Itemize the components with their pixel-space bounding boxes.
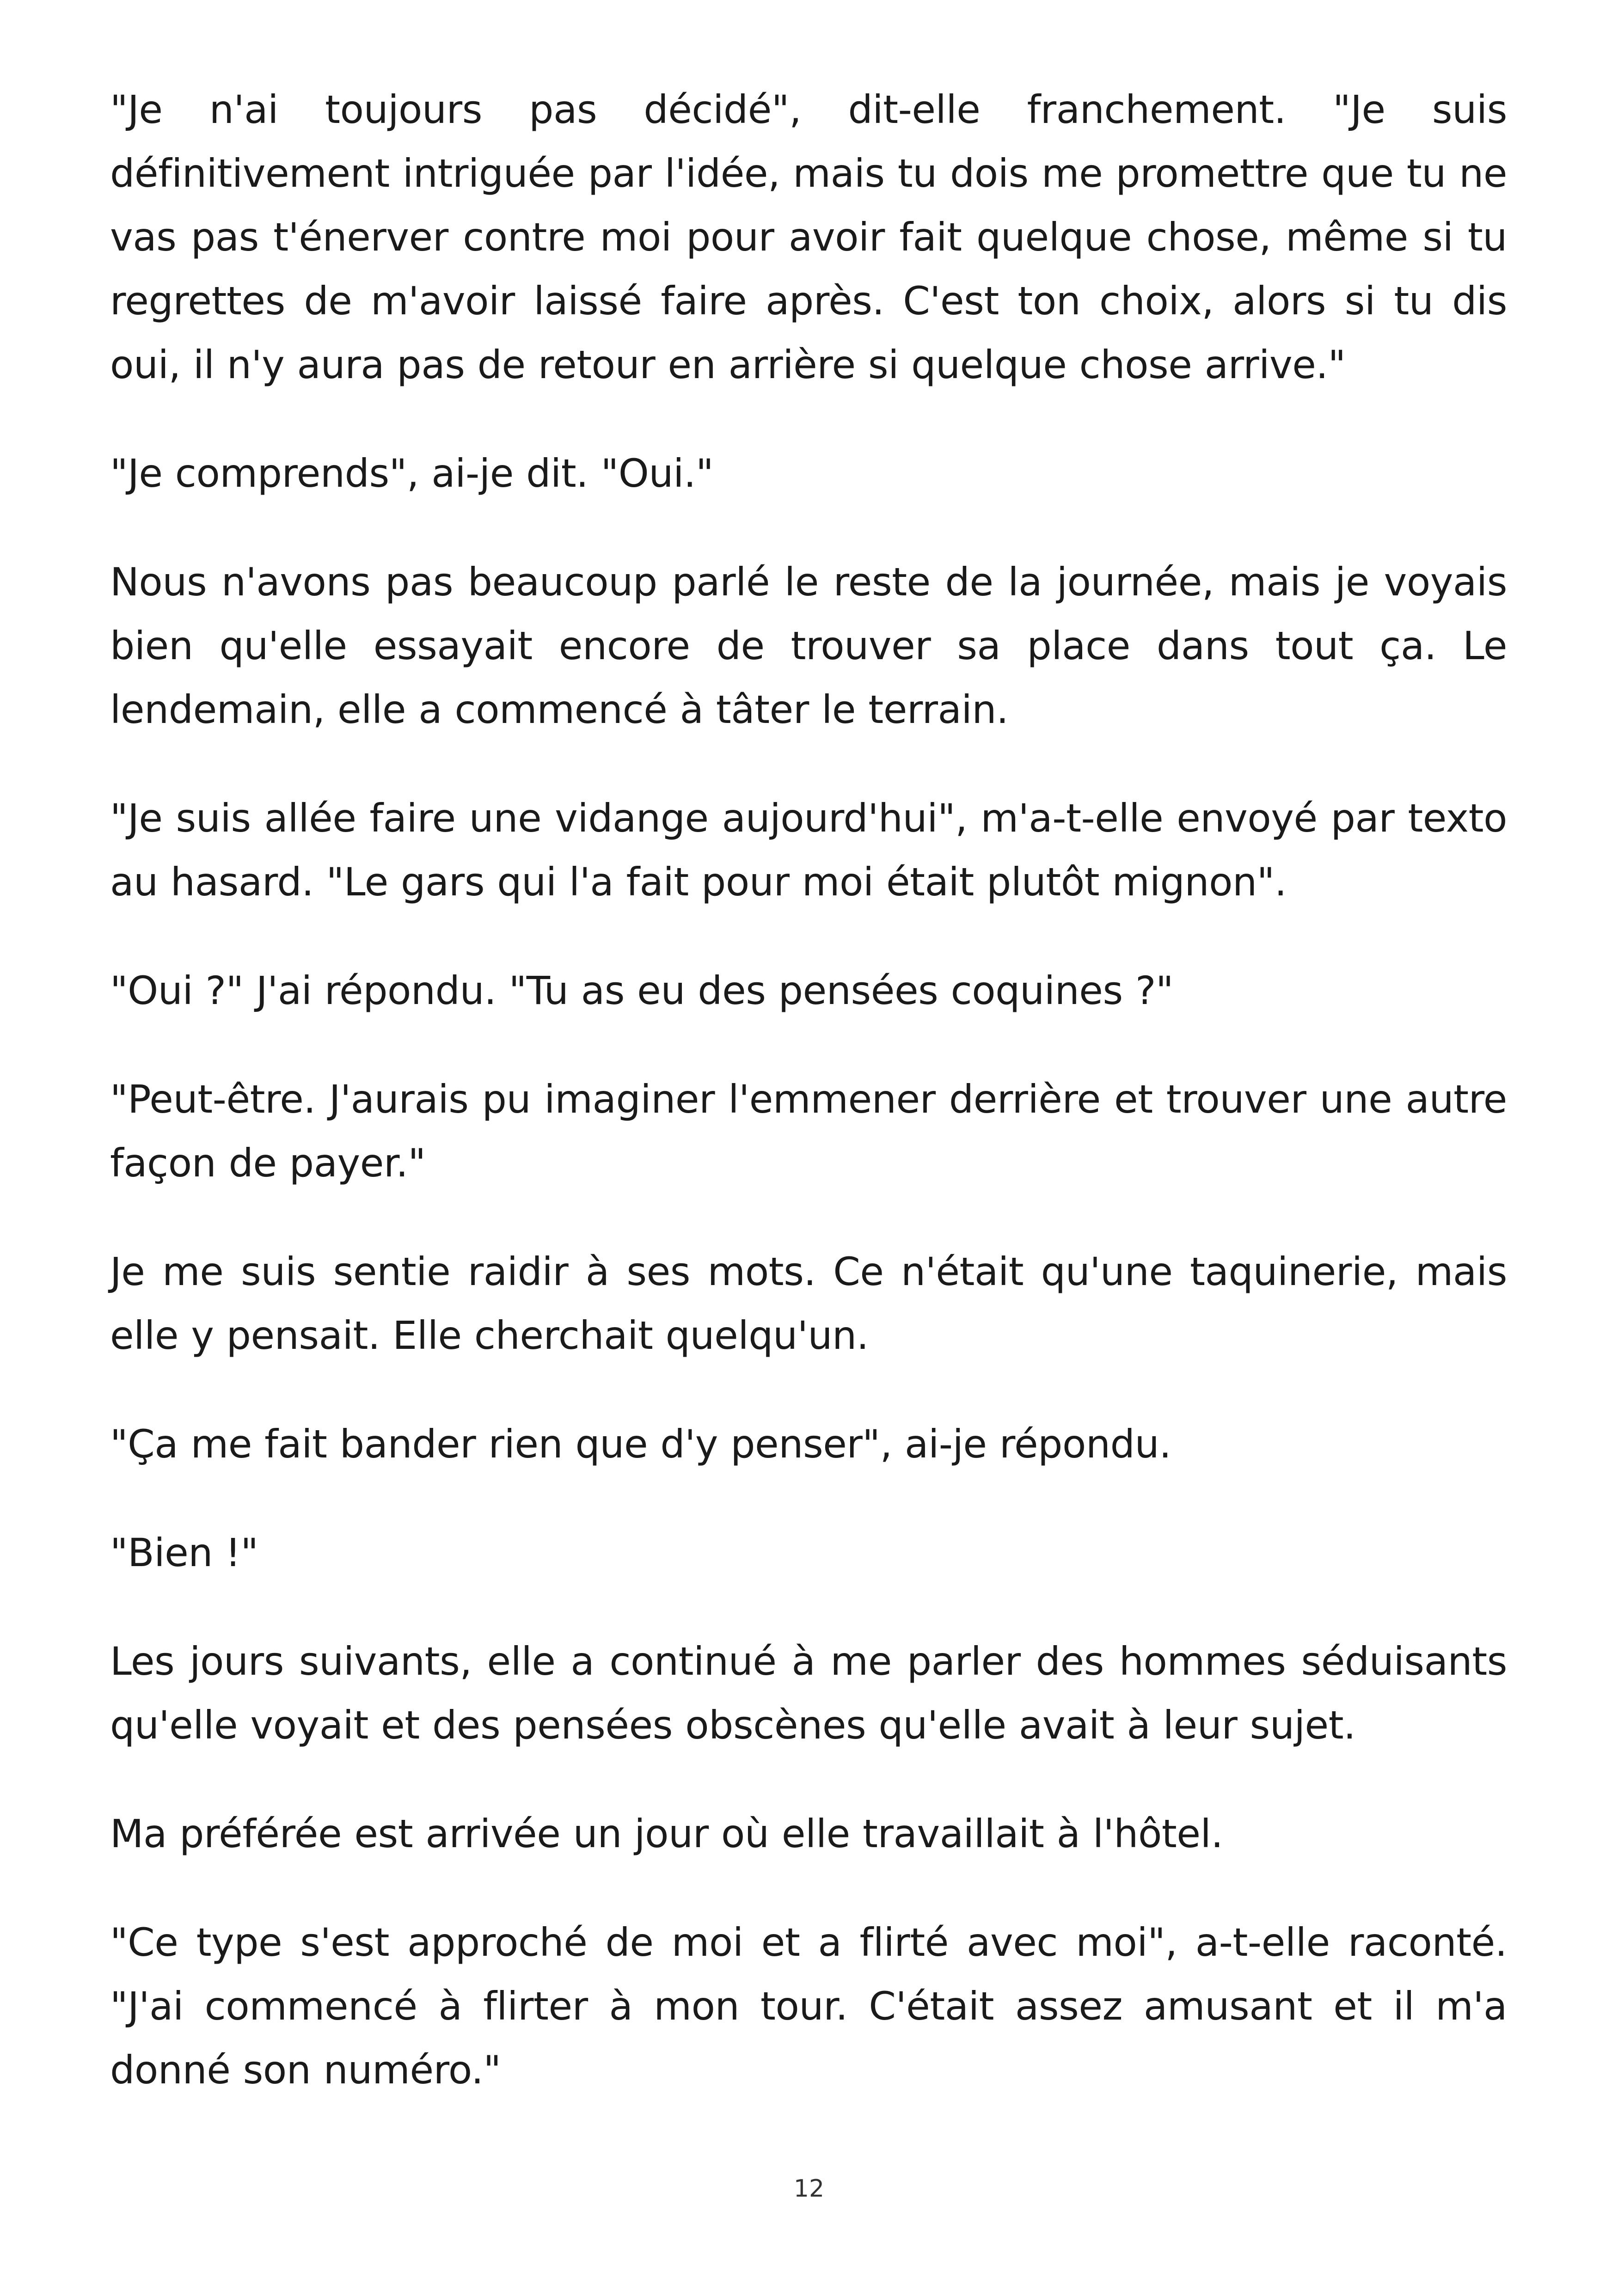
paragraph: Nous n'avons pas beaucoup parlé le reste de la journée, mais je voyais bien qu'elle essayait encore de trouver sa place dans tout ça. Le lendemain, elle a commencé à tâter le terrain. xyxy=(110,559,1507,732)
paragraph: "Oui ?" J'ai répondu. "Tu as eu des pensées coquines ?" xyxy=(110,968,1174,1013)
page-number: 12 xyxy=(793,2175,825,2203)
paragraph: "Peut-être. J'aurais pu imaginer l'emmener derrière et trouver une autre façon de payer." xyxy=(110,1077,1507,1186)
paragraph: Je me suis sentie raidir à ses mots. Ce n'était qu'une taquinerie, mais elle y pensait. Elle cherchait quelqu'un. xyxy=(110,1249,1507,1358)
paragraph: "Je comprends", ai-je dit. "Oui." xyxy=(110,451,714,496)
body-text xyxy=(110,78,1507,2147)
paragraph: Ma préférée est arrivée un jour où elle travaillait à l'hôtel. xyxy=(110,1811,1223,1856)
paragraph: "Bien !" xyxy=(110,1530,258,1575)
paragraph: Les jours suivants, elle a continué à me parler des hommes séduisants qu'elle voyait et des pensées obscènes qu'elle avait à leur sujet. xyxy=(110,1639,1507,1748)
paragraph: "Je suis allée faire une vidange aujourd'hui", m'a-t-elle envoyé par texto au hasard. "Le gars qui l'a fait pour moi était plutôt mignon". xyxy=(110,796,1507,905)
paragraph: "Ça me fait bander rien que d'y penser", ai-je répondu. xyxy=(110,1421,1171,1467)
paragraph: "Ce type s'est approché de moi et a flirté avec moi", a-t-elle raconté. "J'ai commencé à flirter à mon tour. C'était assez amusant et il m'a donné son numéro." xyxy=(110,1920,1507,2093)
paragraph: "Je n'ai toujours pas décidé", dit-elle franchement. "Je suis définitivement intriguée par l'idée, mais tu dois me promettre que tu ne vas pas t'énerver contre moi pour avoir fait quelque chose, même si tu regrettes de m'avoir laissé faire après. C'est ton choix, alors si tu dis oui, il n'y aura pas de retour en arrière si quelque chose arrive." xyxy=(110,87,1507,387)
